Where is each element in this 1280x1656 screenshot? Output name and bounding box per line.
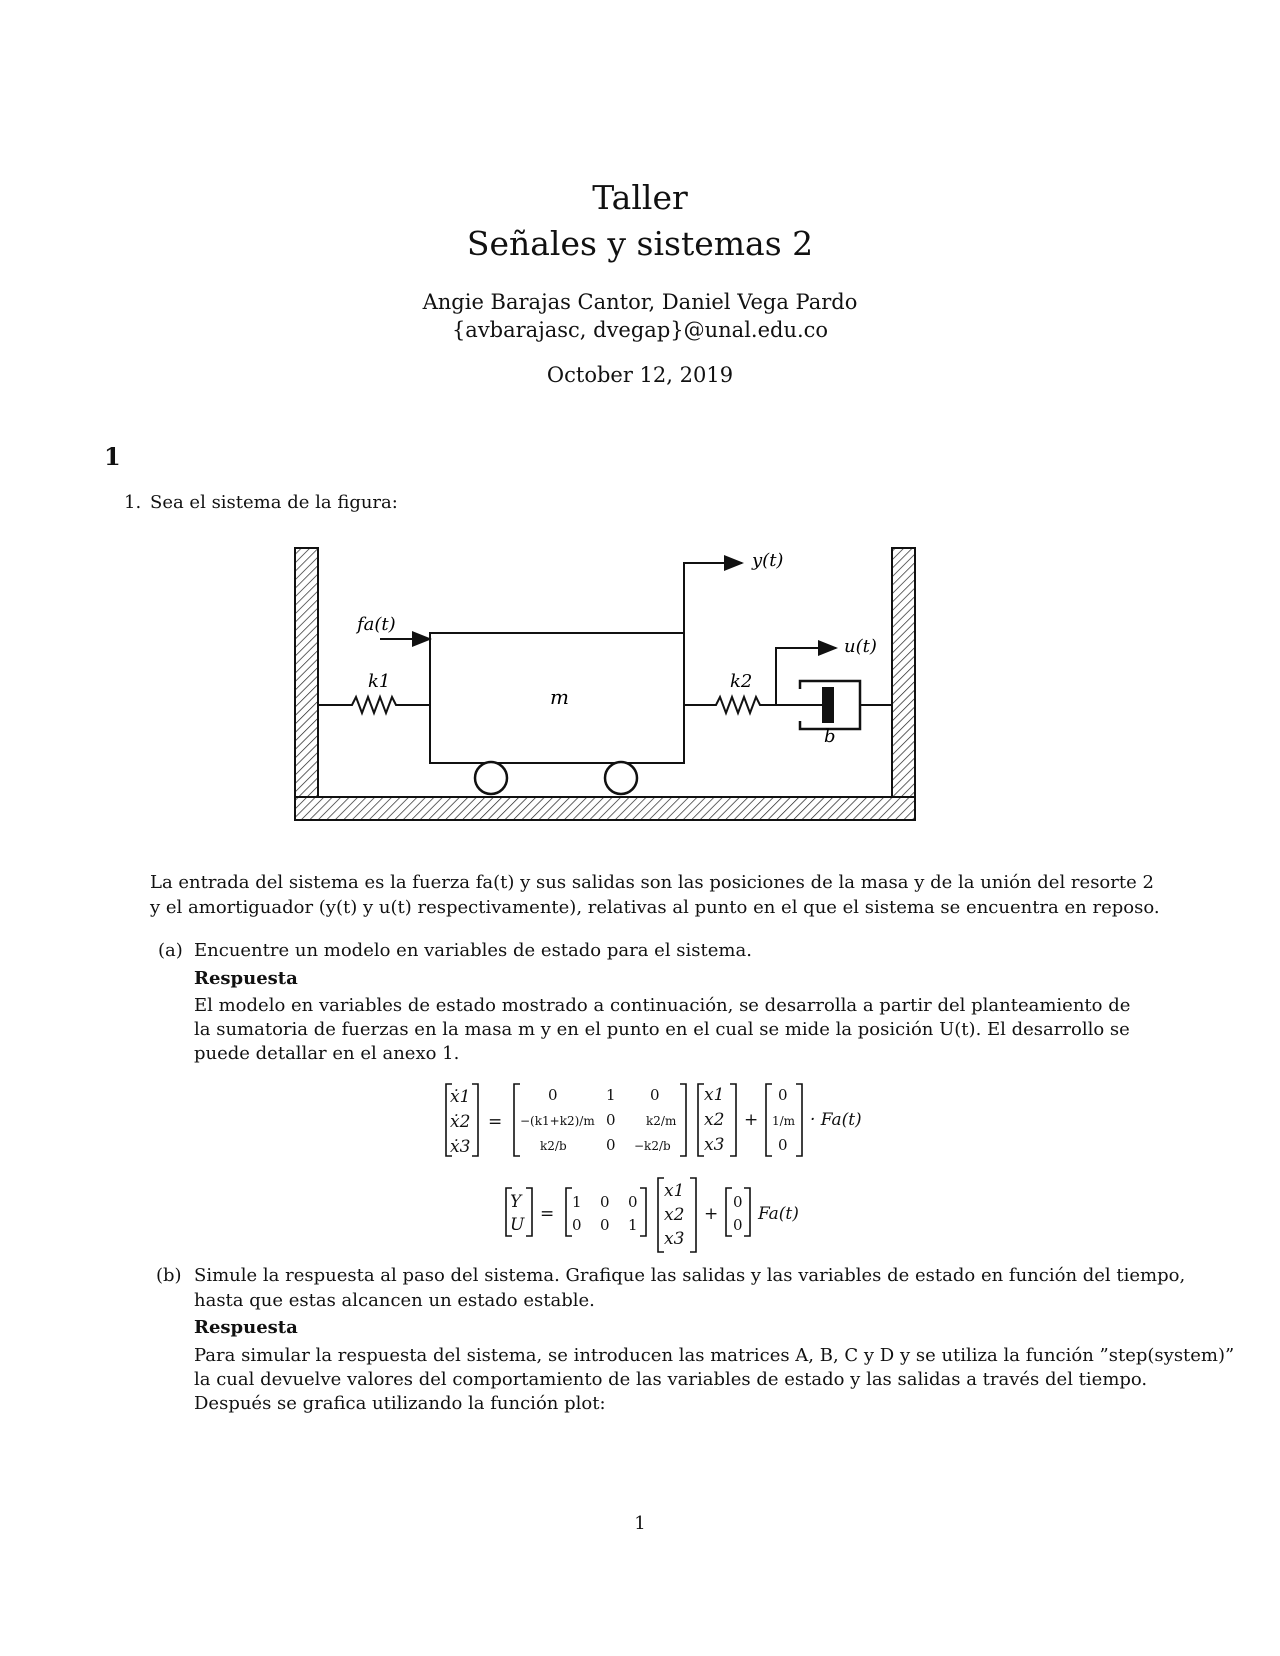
c-23: 1 <box>628 1216 638 1234</box>
out-lhs-2: U <box>510 1215 525 1235</box>
mass-spring-damper-figure <box>280 535 940 835</box>
part-b-answer-line-2: la cual devuelve valores del comportamiento de las variables de estado y las salidas a través del tiempo. <box>194 1369 1148 1390</box>
a-13: 0 <box>650 1086 660 1104</box>
part-a-marker: (a) <box>158 940 183 961</box>
lhs-2: ẋ2 <box>450 1112 471 1132</box>
part-a-answer-line-3: puede detallar en el anexo 1. <box>194 1043 460 1064</box>
c-22: 0 <box>600 1216 610 1234</box>
a-12: 1 <box>606 1086 616 1104</box>
lhs-1: ẋ1 <box>450 1087 471 1107</box>
a-33: −k2/b <box>634 1139 671 1153</box>
title-line-2: Señales y sistemas 2 <box>466 224 814 263</box>
part-b-question-line-2: hasta que estas alcancen un estado estable. <box>194 1290 595 1311</box>
out-state-2: x2 <box>664 1205 685 1225</box>
item-marker: 1. <box>124 492 142 513</box>
c-21: 0 <box>572 1216 582 1234</box>
a-32: 0 <box>606 1136 616 1154</box>
part-b-answer-label: Respuesta <box>194 1317 298 1338</box>
input-term: · Fa(t) <box>810 1110 862 1130</box>
part-b-marker: (b) <box>156 1265 182 1286</box>
paragraph-line-2: y el amortiguador (y(t) y u(t) respectivamente), relativas al punto en el que el sistema se encuentra en reposo. <box>150 897 1160 918</box>
part-a-answer-line-1: El modelo en variables de estado mostrado a continuación, se desarrolla a partir del planteamiento de <box>194 995 1131 1016</box>
lhs-3: ẋ3 <box>450 1137 471 1157</box>
equals-sign: = <box>488 1112 503 1132</box>
part-a-question: Encuentre un modelo en variables de estado para el sistema. <box>194 940 752 961</box>
out-lhs-1: Y <box>510 1192 522 1212</box>
section-number: 1 <box>104 442 121 471</box>
state-1: x1 <box>704 1085 725 1105</box>
c-11: 1 <box>572 1193 582 1211</box>
a-22: 0 <box>606 1111 616 1129</box>
ground <box>295 797 915 820</box>
out-input-term: Fa(t) <box>758 1204 799 1224</box>
emails: {avbarajasc, dvegap}@unal.edu.co <box>451 318 829 342</box>
authors: Angie Barajas Cantor, Daniel Vega Pardo <box>422 290 858 314</box>
output-equation <box>496 1174 836 1258</box>
right-wall <box>892 548 915 820</box>
b-2: 1/m <box>772 1114 796 1128</box>
left-wall <box>295 548 318 820</box>
spring-k1 <box>318 697 430 713</box>
state-3: x3 <box>704 1135 725 1155</box>
wheel-left <box>475 762 507 794</box>
a-21: −(k1+k2)/m <box>520 1114 595 1128</box>
label-k2: k2 <box>730 671 753 692</box>
c-12: 0 <box>600 1193 610 1211</box>
plus-sign: + <box>744 1110 759 1130</box>
state-2: x2 <box>704 1110 725 1130</box>
label-b: b <box>824 726 836 747</box>
label-m: m <box>550 685 569 709</box>
part-b-answer-line-3: Después se grafica utilizando la función plot: <box>194 1393 606 1414</box>
equals-sign-2: = <box>540 1204 555 1224</box>
a-31: k2/b <box>540 1139 567 1153</box>
item-text: Sea el sistema de la figura: <box>150 492 398 513</box>
plus-sign-2: + <box>704 1204 719 1224</box>
date: October 12, 2019 <box>546 363 734 387</box>
b-1: 0 <box>778 1086 788 1104</box>
d-2: 0 <box>733 1216 743 1234</box>
part-b-answer-line-1: Para simular la respuesta del sistema, se introducen las matrices A, B, C y D y se utiliza la función ”step(system)” <box>194 1345 1235 1366</box>
label-y: y(t) <box>752 550 784 571</box>
out-state-1: x1 <box>664 1181 685 1201</box>
c-13: 0 <box>628 1193 638 1211</box>
title-line-1: Taller <box>592 178 688 217</box>
part-b-question-line-1: Simule la respuesta al paso del sistema. Grafique las salidas y las variables de estado en función del tiempo, <box>194 1265 1186 1286</box>
page-number: 1 <box>634 1513 646 1534</box>
label-u: u(t) <box>844 636 877 657</box>
y-output-arrow <box>684 563 742 633</box>
label-fa: fa(t) <box>357 614 396 635</box>
out-state-3: x3 <box>664 1229 685 1249</box>
d-1: 0 <box>733 1193 743 1211</box>
part-a-answer-line-2: la sumatoria de fuerzas en la masa m y en el punto en el cual se mide la posición U(t). El desarrollo se <box>194 1019 1130 1040</box>
part-a-answer-label: Respuesta <box>194 968 298 989</box>
damper-piston <box>822 687 834 723</box>
state-equation <box>430 1078 910 1162</box>
wheel-right <box>605 762 637 794</box>
a-23: k2/m <box>646 1114 677 1128</box>
a-11: 0 <box>548 1086 558 1104</box>
label-k1: k1 <box>368 671 391 692</box>
b-3: 0 <box>778 1136 788 1154</box>
paragraph-line-1: La entrada del sistema es la fuerza fa(t) y sus salidas son las posiciones de la masa y de la unión del resorte 2 <box>150 872 1154 893</box>
